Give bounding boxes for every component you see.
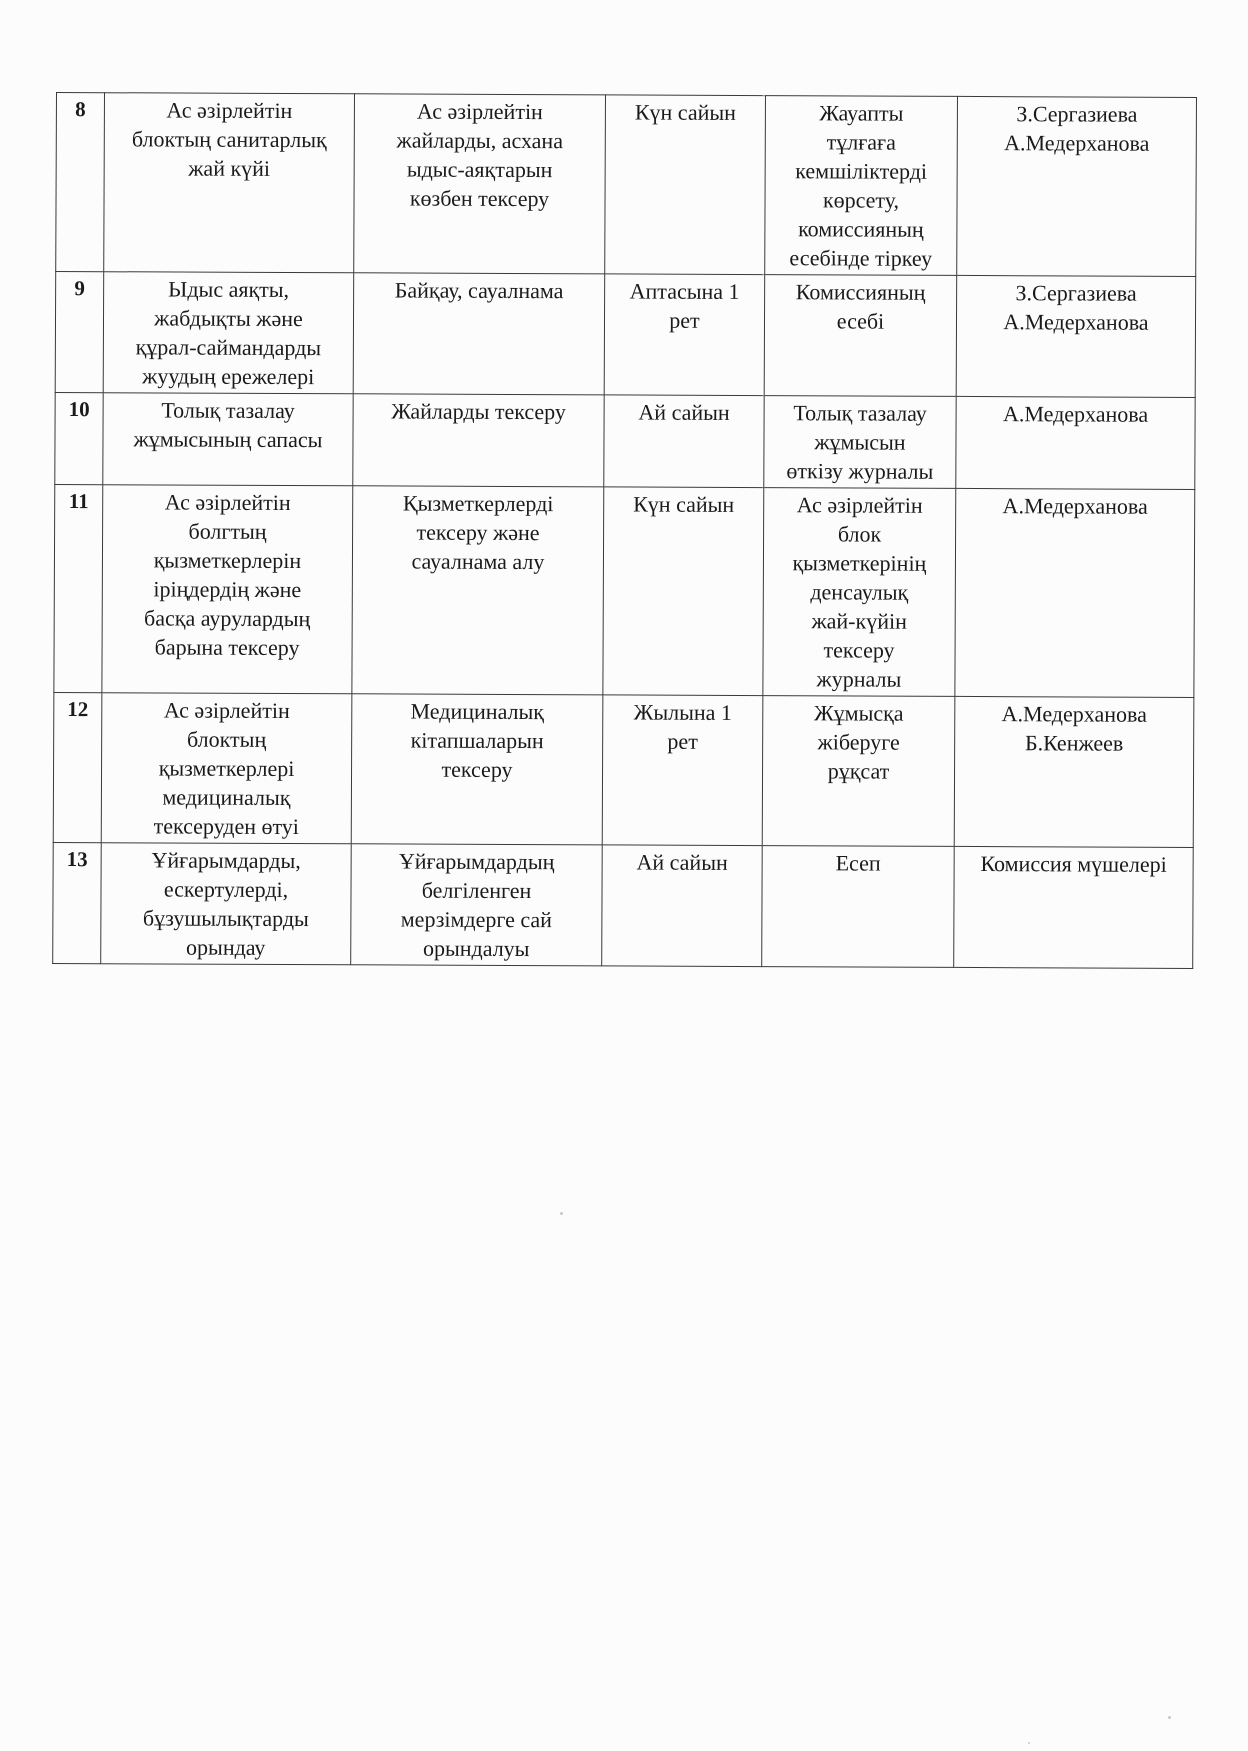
responsible-person: З.Сергазиева А.Медерханова bbox=[956, 275, 1196, 397]
table-row bbox=[53, 842, 1194, 968]
row-number: 13 bbox=[53, 842, 102, 963]
row-number: 12 bbox=[53, 692, 102, 842]
inspection-schedule-table-wrapper bbox=[52, 92, 1196, 969]
responsible-person: А.Медерханова bbox=[956, 396, 1195, 489]
result-document: Комиссияның есебі bbox=[764, 275, 957, 397]
table-row bbox=[53, 692, 1194, 847]
control-method: Ас әзірлейтін жайларды, асхана ыдыс-аяқтарын көзбен тексеру bbox=[354, 94, 606, 274]
frequency: Аптасына 1 рет bbox=[604, 274, 765, 396]
row-number: 9 bbox=[55, 272, 104, 393]
control-method: Байқау, сауалнама bbox=[353, 273, 605, 395]
frequency: Күн сайын bbox=[603, 487, 764, 696]
scan-speck bbox=[1168, 1716, 1171, 1719]
result-document: Жұмысқа жіберуге рұқсат bbox=[762, 696, 955, 847]
control-method: Ұйғарымдардың белгіленген мерзімдерге сай орындалуы bbox=[351, 844, 603, 966]
scan-speck bbox=[560, 1212, 563, 1215]
row-number: 10 bbox=[55, 392, 103, 484]
frequency: Күн сайын bbox=[605, 95, 766, 275]
result-document: Толық тазалау жұмысын өткізу журналы bbox=[764, 396, 956, 489]
frequency: Жылына 1 рет bbox=[602, 695, 763, 846]
inspection-schedule-table bbox=[52, 92, 1197, 969]
frequency: Ай сайын bbox=[602, 845, 763, 967]
control-topic: Ас әзірлейтін блоктың қызметкерлері медициналық тексеруден өтуі bbox=[101, 693, 352, 844]
control-method: Жайларды тексеру bbox=[353, 394, 604, 487]
scan-speck bbox=[1028, 1742, 1030, 1744]
table-row bbox=[56, 93, 1197, 277]
control-topic: Толық тазалау жұмысының сапасы bbox=[103, 393, 353, 486]
row-number: 8 bbox=[56, 93, 105, 272]
result-document: Есеп bbox=[762, 846, 955, 968]
responsible-person: Комиссия мүшелері bbox=[954, 846, 1194, 968]
responsible-person: А.Медерханова Б.Кенжеев bbox=[954, 696, 1194, 847]
control-method: Қызметкерлерді тексеру және сауалнама алу bbox=[352, 486, 604, 695]
result-document: Ас әзірлейтін блок қызметкерінің денсаулық жай-күйін тексеру журналы bbox=[763, 488, 956, 697]
table-row bbox=[55, 392, 1195, 489]
row-number: 11 bbox=[54, 484, 103, 692]
table-row bbox=[54, 484, 1195, 697]
control-topic: Ұйғарымдарды, ескертулерді, бұзушылықтарды орындау bbox=[101, 843, 352, 965]
control-topic: Ас әзірлейтін болгтың қызметкерлерін іріңдердің және басқа аурулардың барына тексеру bbox=[102, 485, 353, 694]
control-topic: Ыдыс аяқты, жабдықты және құрал-саймандарды жуудың ережелері bbox=[103, 272, 354, 394]
frequency: Ай сайын bbox=[604, 395, 764, 488]
control-topic: Ас әзірлейтін блоктың санитарлық жай күйі bbox=[104, 93, 355, 273]
result-document: Жауапты тұлғаға кемшіліктерді көрсету, комиссияның есебінде тіркеу bbox=[765, 96, 958, 276]
responsible-person: А.Медерханова bbox=[955, 488, 1195, 697]
responsible-person: З.Сергазиева А.Медерханова bbox=[957, 96, 1197, 276]
control-method: Медициналық кітапшаларын тексеру bbox=[351, 694, 603, 845]
table-row bbox=[55, 272, 1196, 398]
